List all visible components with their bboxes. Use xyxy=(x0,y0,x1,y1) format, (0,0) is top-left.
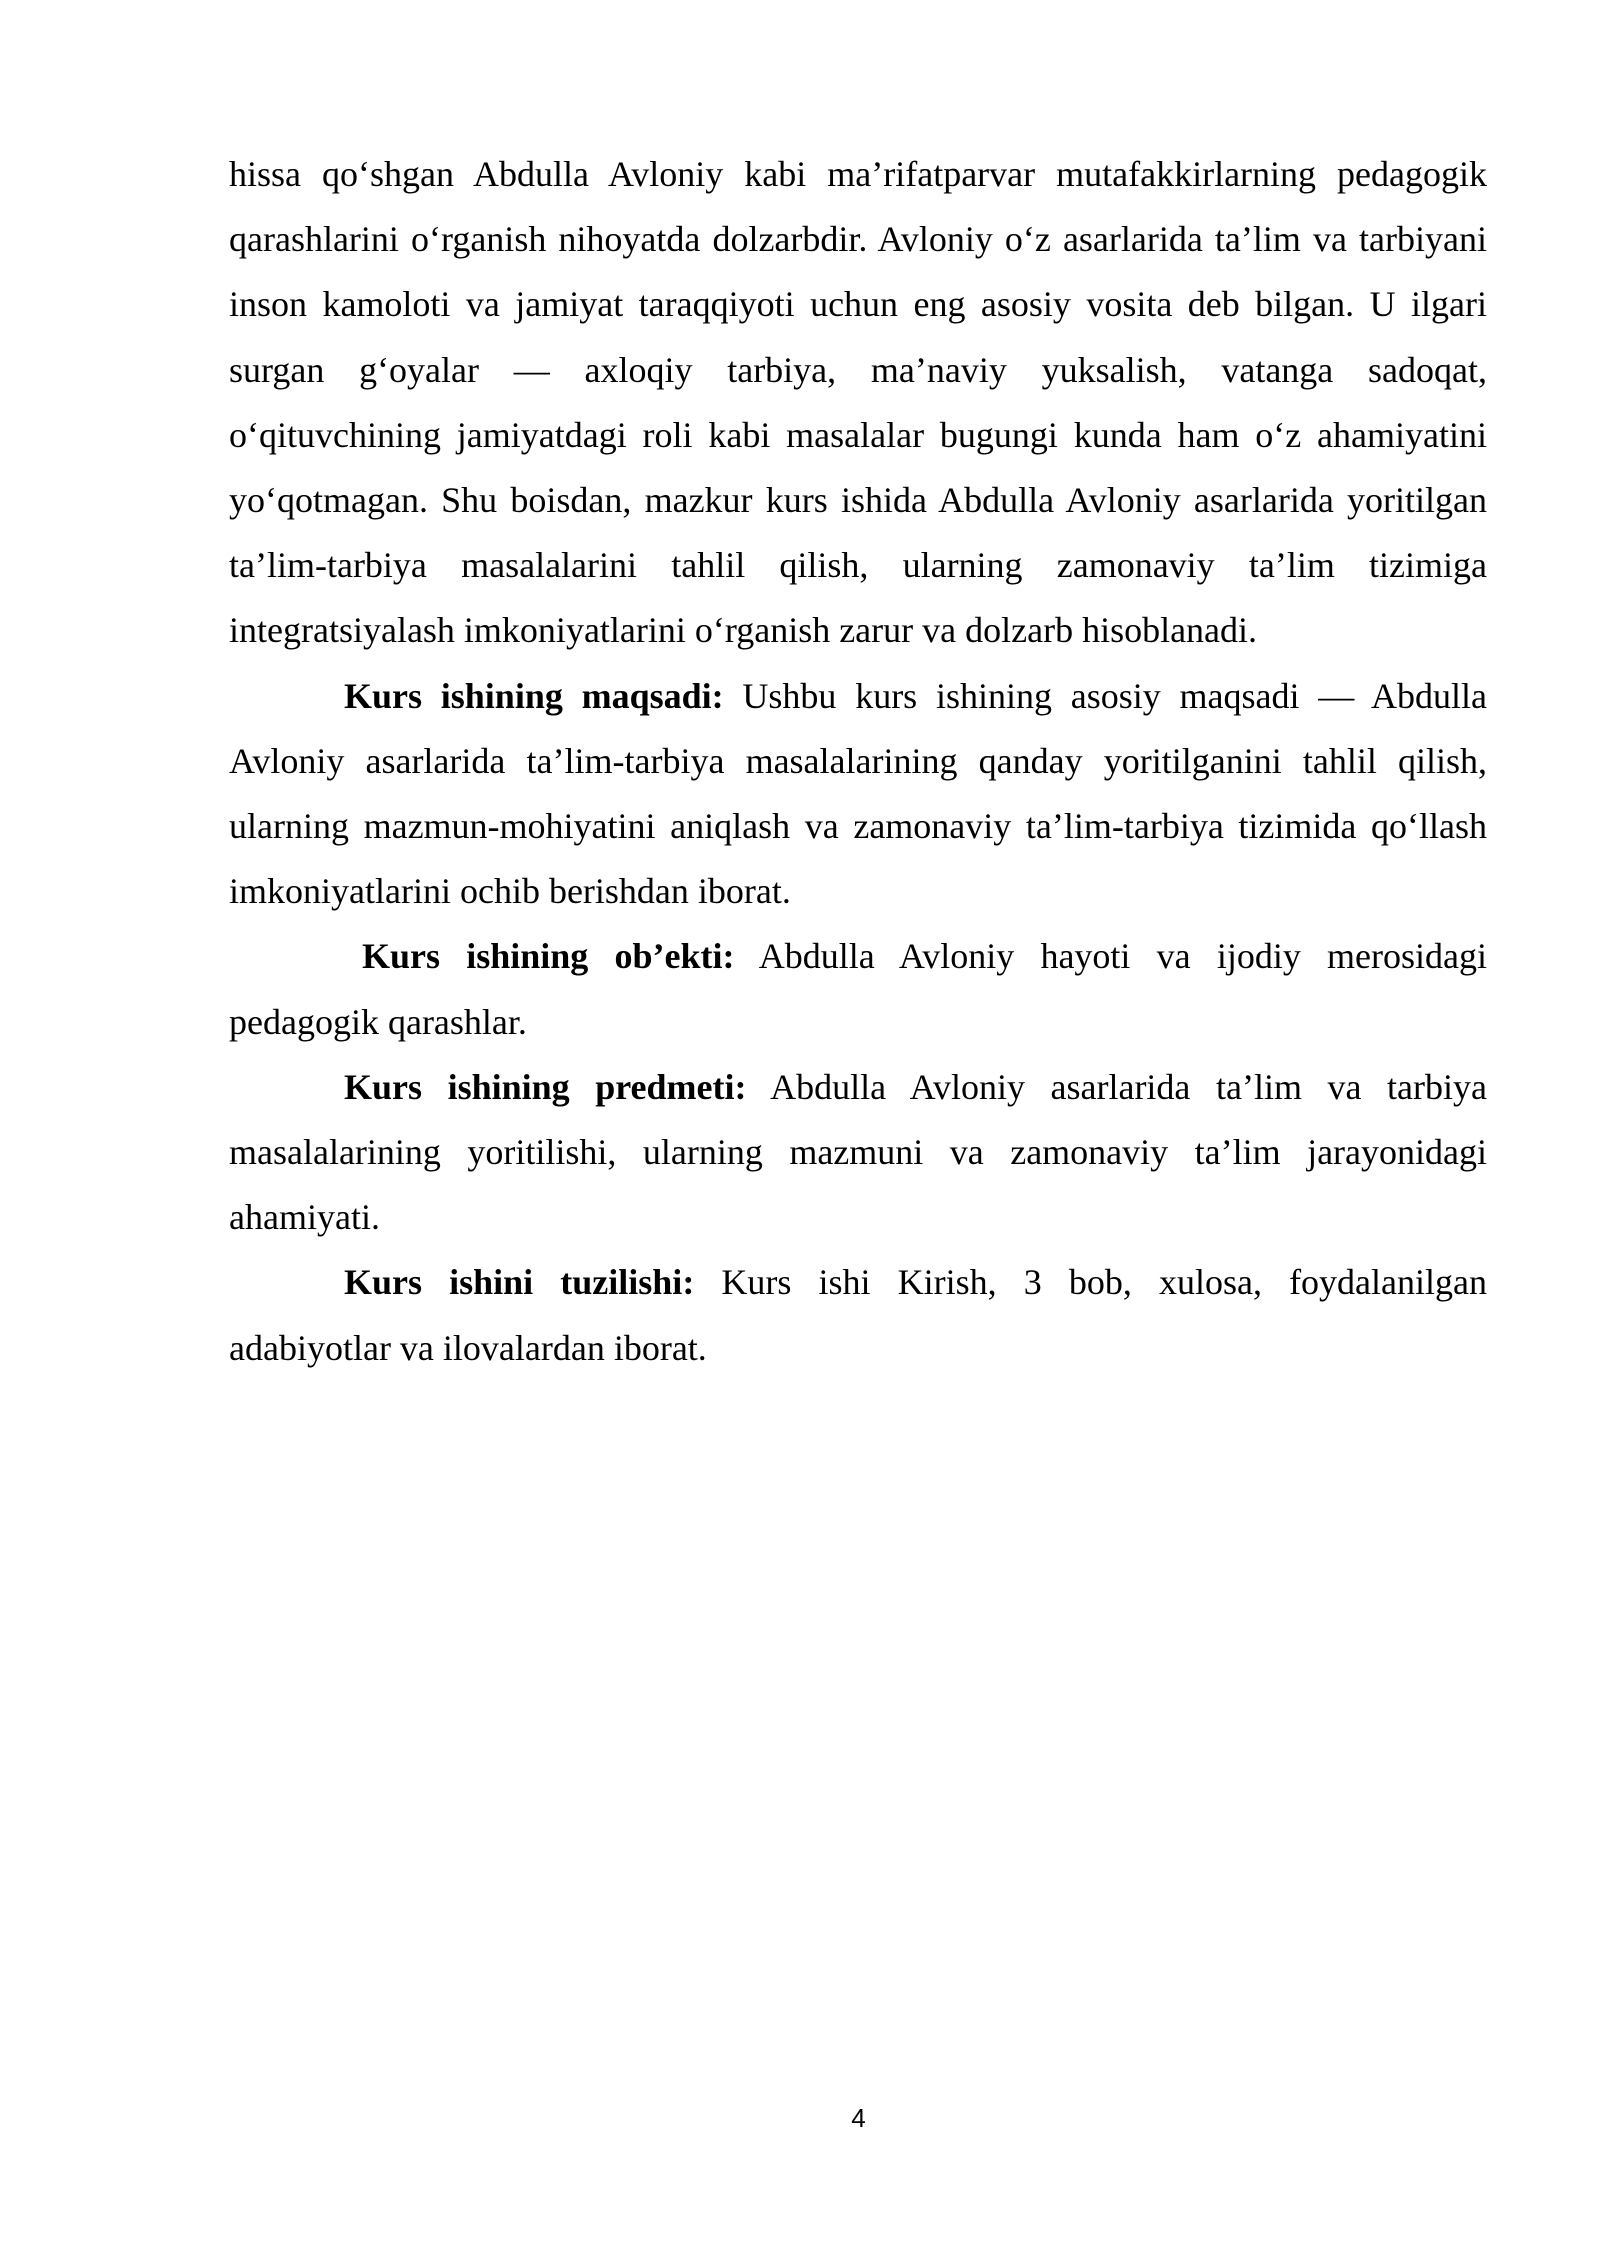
goal-paragraph xyxy=(229,664,1487,925)
structure-text: Kurs ishi Kirish, 3 bob, xulosa, foydalanilgan adabiyotlar va ilovalardan iborat. xyxy=(229,1262,1487,1368)
page-number: 4 xyxy=(851,2103,866,2133)
object-paragraph xyxy=(229,924,1487,1054)
object-label: Kurs ishining ob’ekti: xyxy=(362,936,735,977)
goal-text: Ushbu kurs ishining asosiy maqsadi — Abdulla Avloniy asarlarida ta’lim-tarbiya masalalarining qanday yoritilganini tahlil qilish, ularning mazmun-mohiyatini aniqlash va zamonaviy ta’lim-tarbiya tizimida qo‘llash imkoniyatlarini ochib berishdan iborat. xyxy=(229,675,1487,912)
structure-paragraph xyxy=(229,1250,1487,1380)
subject-paragraph xyxy=(229,1055,1487,1251)
intro-paragraph: hissa qo‘shgan Abdulla Avloniy kabi ma’rifatparvar mutafakkirlarning pedagogik qarashlarini o‘rganish nihoyatda dolzarbdir. Avloniy o‘z asarlarida ta’lim va tarbiyani inson kamoloti va jamiyat taraqqiyoti uchun eng asosiy vosita deb bilgan. U ilgari surgan g‘oyalar — axloqiy tarbiya, ma’naviy yuksalish, vatanga sadoqat, o‘qituvchining jamiyatdagi roli kabi masalalar bugungi kunda ham o‘z ahamiyatini yo‘qotmagan. Shu boisdan, mazkur kurs ishida Abdulla Avloniy asarlarida yoritilgan ta’lim-tarbiya masalalarini tahlil qilish, ularning zamonaviy ta’lim tizimiga integratsiyalash imkoniyatlarini o‘rganish zarur va dolzarb hisoblanadi. xyxy=(229,154,1487,651)
goal-label: Kurs ishining maqsadi: xyxy=(344,675,724,716)
subject-text: Abdulla Avloniy asarlarida ta’lim va tarbiya masalalarining yoritilishi, ularning mazmuni va zamonaviy ta’lim jarayonidagi ahamiyati. xyxy=(229,1066,1487,1238)
object-text: Abdulla Avloniy hayoti va ijodiy merosidagi pedagogik qarashlar. xyxy=(229,936,1487,1042)
document-body xyxy=(229,142,1487,1381)
subject-label: Kurs ishining predmeti: xyxy=(344,1066,747,1107)
structure-label: Kurs ishini tuzilishi: xyxy=(344,1262,695,1303)
